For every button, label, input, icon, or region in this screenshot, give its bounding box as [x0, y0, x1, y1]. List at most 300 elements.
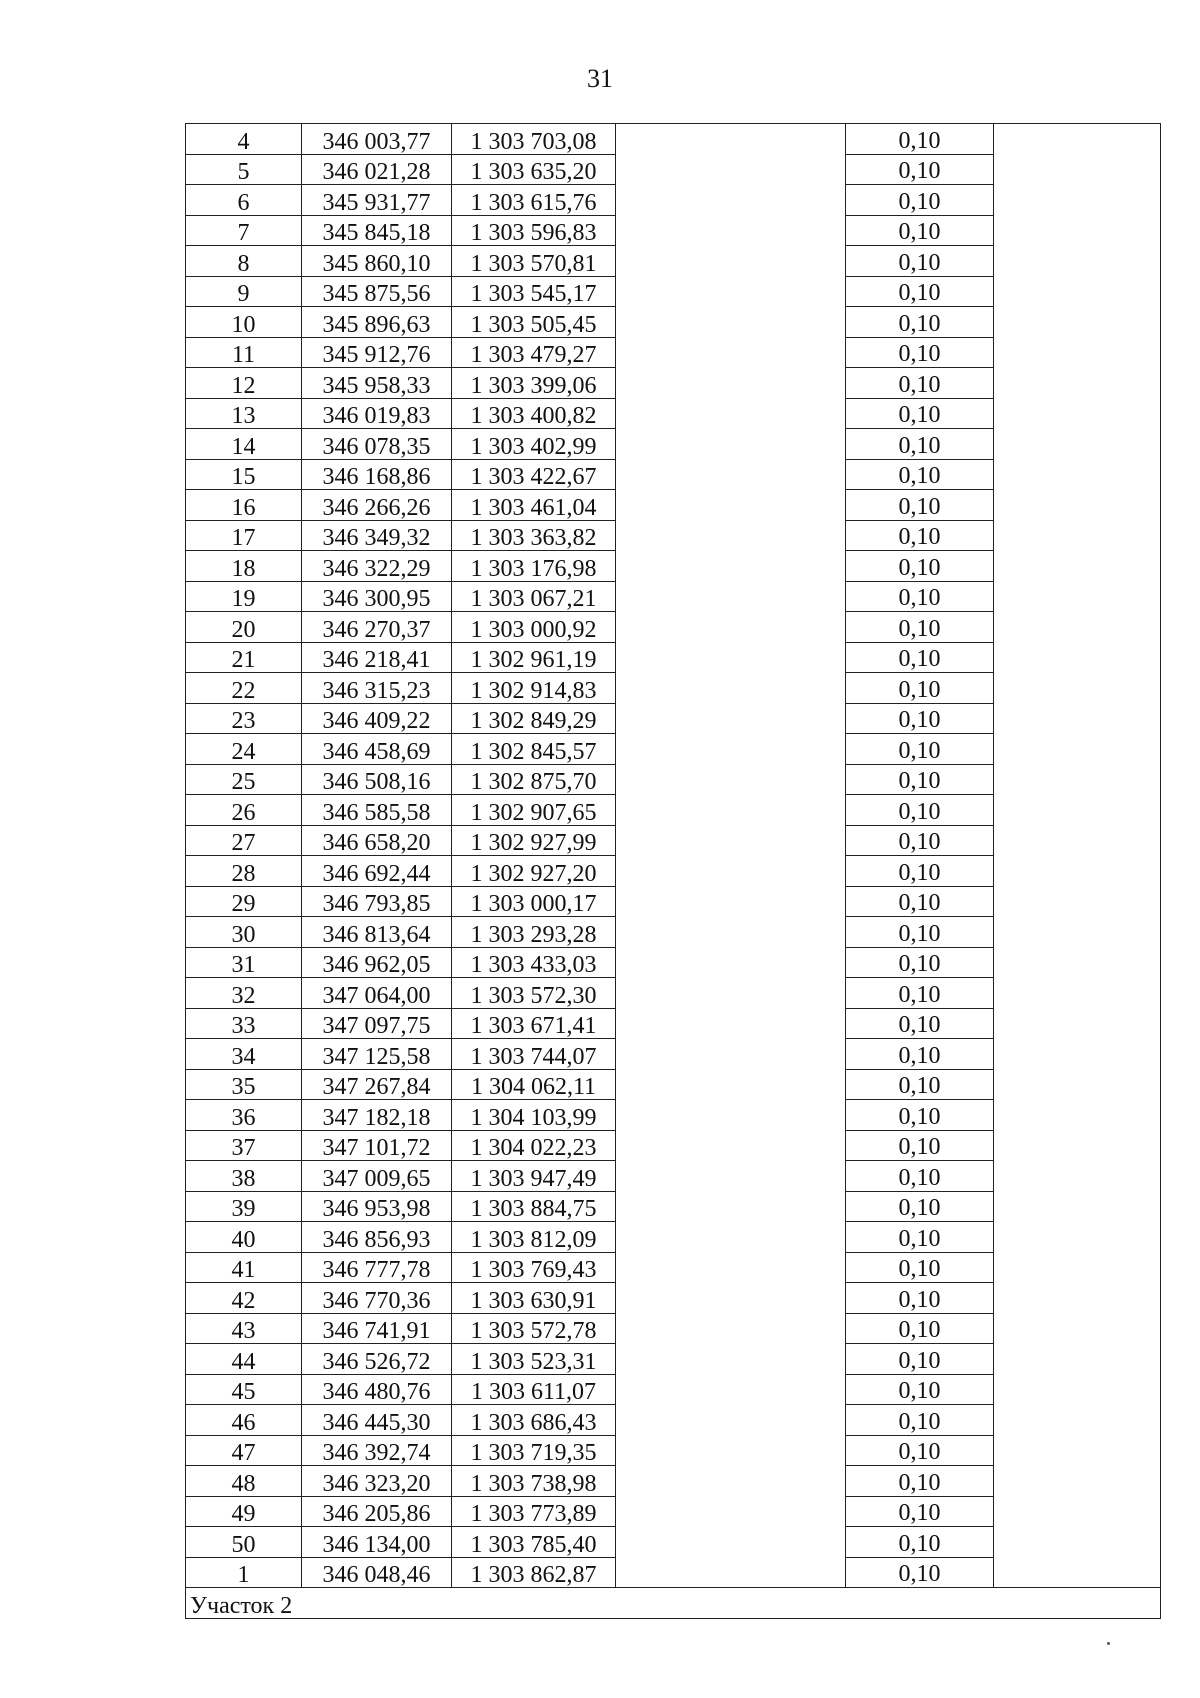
coord-y-cell: 1 302 875,70 [452, 764, 616, 795]
table-row [186, 337, 1161, 368]
coord-x-cell: 346 585,58 [302, 795, 452, 826]
empty-column-cell [616, 368, 846, 399]
accuracy-value-cell: 0,10 [846, 856, 994, 887]
trailing-empty-cell [994, 947, 1161, 978]
empty-column-cell [616, 1374, 846, 1405]
trailing-empty-cell [994, 1313, 1161, 1344]
coord-y-cell: 1 303 293,28 [452, 917, 616, 948]
point-number-cell: 31 [186, 947, 302, 978]
trailing-empty-cell [994, 1496, 1161, 1527]
table-row [186, 1191, 1161, 1222]
accuracy-value-cell: 0,10 [846, 1374, 994, 1405]
table-row [186, 1161, 1161, 1192]
point-number-cell: 38 [186, 1161, 302, 1192]
coord-y-cell: 1 303 422,67 [452, 459, 616, 490]
accuracy-value-cell: 0,10 [846, 642, 994, 673]
accuracy-value-cell: 0,10 [846, 917, 994, 948]
trailing-empty-cell [994, 1344, 1161, 1375]
empty-column-cell [616, 1557, 846, 1588]
trailing-empty-cell [994, 581, 1161, 612]
coord-y-cell: 1 303 611,07 [452, 1374, 616, 1405]
empty-column-cell [616, 612, 846, 643]
trailing-empty-cell [994, 978, 1161, 1009]
accuracy-value-cell: 0,10 [846, 1100, 994, 1131]
coord-y-cell: 1 303 000,92 [452, 612, 616, 643]
point-number-cell: 37 [186, 1130, 302, 1161]
accuracy-value-cell: 0,10 [846, 1039, 994, 1070]
accuracy-value-cell: 0,10 [846, 1466, 994, 1497]
coord-y-cell: 1 303 738,98 [452, 1466, 616, 1497]
table-row [186, 734, 1161, 765]
empty-column-cell [616, 1222, 846, 1253]
trailing-empty-cell [994, 642, 1161, 673]
coord-x-cell: 346 134,00 [302, 1527, 452, 1558]
point-number-cell: 43 [186, 1313, 302, 1344]
coord-y-cell: 1 303 703,08 [452, 124, 616, 155]
accuracy-value-cell: 0,10 [846, 703, 994, 734]
trailing-empty-cell [994, 1405, 1161, 1436]
coord-y-cell: 1 303 744,07 [452, 1039, 616, 1070]
trailing-empty-cell [994, 1191, 1161, 1222]
coord-x-cell: 346 770,36 [302, 1283, 452, 1314]
trailing-empty-cell [994, 337, 1161, 368]
table-row [186, 581, 1161, 612]
table-row [186, 1100, 1161, 1131]
trailing-empty-cell [994, 1222, 1161, 1253]
coord-y-cell: 1 304 062,11 [452, 1069, 616, 1100]
empty-column-cell [616, 1496, 846, 1527]
trailing-empty-cell [994, 825, 1161, 856]
accuracy-value-cell: 0,10 [846, 1313, 994, 1344]
accuracy-value-cell: 0,10 [846, 734, 994, 765]
coord-y-cell: 1 303 523,31 [452, 1344, 616, 1375]
coord-y-cell: 1 302 845,57 [452, 734, 616, 765]
coord-x-cell: 346 445,30 [302, 1405, 452, 1436]
accuracy-value-cell: 0,10 [846, 246, 994, 277]
accuracy-value-cell: 0,10 [846, 825, 994, 856]
trailing-empty-cell [994, 917, 1161, 948]
accuracy-value-cell: 0,10 [846, 551, 994, 582]
table-row [186, 1374, 1161, 1405]
coord-y-cell: 1 302 907,65 [452, 795, 616, 826]
empty-column-cell [616, 1435, 846, 1466]
empty-column-cell [616, 978, 846, 1009]
point-number-cell: 9 [186, 276, 302, 307]
point-number-cell: 21 [186, 642, 302, 673]
empty-column-cell [616, 1344, 846, 1375]
point-number-cell: 28 [186, 856, 302, 887]
accuracy-value-cell: 0,10 [846, 520, 994, 551]
table-row [186, 1130, 1161, 1161]
trailing-empty-cell [994, 185, 1161, 216]
point-number-cell: 20 [186, 612, 302, 643]
coord-y-cell: 1 303 461,04 [452, 490, 616, 521]
empty-column-cell [616, 429, 846, 460]
coord-x-cell: 347 267,84 [302, 1069, 452, 1100]
empty-column-cell [616, 490, 846, 521]
point-number-cell: 41 [186, 1252, 302, 1283]
coord-y-cell: 1 303 671,41 [452, 1008, 616, 1039]
trailing-empty-cell [994, 368, 1161, 399]
table-row [186, 520, 1161, 551]
point-number-cell: 24 [186, 734, 302, 765]
accuracy-value-cell: 0,10 [846, 490, 994, 521]
coord-x-cell: 346 962,05 [302, 947, 452, 978]
accuracy-value-cell: 0,10 [846, 1069, 994, 1100]
coord-y-cell: 1 304 103,99 [452, 1100, 616, 1131]
coord-x-cell: 346 813,64 [302, 917, 452, 948]
empty-column-cell [616, 215, 846, 246]
accuracy-value-cell: 0,10 [846, 1130, 994, 1161]
coord-x-cell: 346 856,93 [302, 1222, 452, 1253]
coord-x-cell: 347 064,00 [302, 978, 452, 1009]
table-row [186, 490, 1161, 521]
empty-column-cell [616, 1252, 846, 1283]
coord-x-cell: 346 218,41 [302, 642, 452, 673]
point-number-cell: 15 [186, 459, 302, 490]
trailing-empty-cell [994, 520, 1161, 551]
point-number-cell: 22 [186, 673, 302, 704]
point-number-cell: 34 [186, 1039, 302, 1070]
empty-column-cell [616, 886, 846, 917]
coord-y-cell: 1 304 022,23 [452, 1130, 616, 1161]
table-row [186, 1252, 1161, 1283]
point-number-cell: 8 [186, 246, 302, 277]
empty-column-cell [616, 246, 846, 277]
coord-y-cell: 1 303 176,98 [452, 551, 616, 582]
accuracy-value-cell: 0,10 [846, 154, 994, 185]
empty-column-cell [616, 673, 846, 704]
accuracy-value-cell: 0,10 [846, 124, 994, 155]
table-row [186, 368, 1161, 399]
coord-y-cell: 1 303 947,49 [452, 1161, 616, 1192]
trailing-empty-cell [994, 124, 1161, 155]
empty-column-cell [616, 734, 846, 765]
accuracy-value-cell: 0,10 [846, 673, 994, 704]
empty-column-cell [616, 276, 846, 307]
accuracy-value-cell: 0,10 [846, 1161, 994, 1192]
coord-x-cell: 345 875,56 [302, 276, 452, 307]
empty-column-cell [616, 917, 846, 948]
table-row [186, 1496, 1161, 1527]
coord-y-cell: 1 303 769,43 [452, 1252, 616, 1283]
point-number-cell: 45 [186, 1374, 302, 1405]
coordinates-table-body [186, 124, 1161, 1619]
coord-x-cell: 346 270,37 [302, 612, 452, 643]
point-number-cell: 17 [186, 520, 302, 551]
empty-column-cell [616, 1313, 846, 1344]
empty-column-cell [616, 1405, 846, 1436]
accuracy-value-cell: 0,10 [846, 215, 994, 246]
coord-y-cell: 1 303 615,76 [452, 185, 616, 216]
accuracy-value-cell: 0,10 [846, 368, 994, 399]
coord-y-cell: 1 302 914,83 [452, 673, 616, 704]
table-row [186, 1313, 1161, 1344]
coord-y-cell: 1 303 719,35 [452, 1435, 616, 1466]
coord-y-cell: 1 302 961,19 [452, 642, 616, 673]
trailing-empty-cell [994, 215, 1161, 246]
accuracy-value-cell: 0,10 [846, 612, 994, 643]
coord-x-cell: 346 777,78 [302, 1252, 452, 1283]
point-number-cell: 36 [186, 1100, 302, 1131]
point-number-cell: 1 [186, 1557, 302, 1588]
coord-y-cell: 1 303 479,27 [452, 337, 616, 368]
point-number-cell: 13 [186, 398, 302, 429]
trailing-empty-cell [994, 1374, 1161, 1405]
coord-x-cell: 346 019,83 [302, 398, 452, 429]
accuracy-value-cell: 0,10 [846, 276, 994, 307]
empty-column-cell [616, 185, 846, 216]
trailing-empty-cell [994, 246, 1161, 277]
table-row [186, 703, 1161, 734]
table-row [186, 154, 1161, 185]
accuracy-value-cell: 0,10 [846, 307, 994, 338]
trailing-empty-cell [994, 398, 1161, 429]
point-number-cell: 32 [186, 978, 302, 1009]
trailing-empty-cell [994, 1161, 1161, 1192]
coordinates-table [185, 123, 1161, 1619]
coord-x-cell: 346 048,46 [302, 1557, 452, 1588]
coord-x-cell: 346 793,85 [302, 886, 452, 917]
table-row [186, 886, 1161, 917]
coord-y-cell: 1 303 570,81 [452, 246, 616, 277]
trailing-empty-cell [994, 795, 1161, 826]
point-number-cell: 40 [186, 1222, 302, 1253]
accuracy-value-cell: 0,10 [846, 1435, 994, 1466]
coord-y-cell: 1 303 000,17 [452, 886, 616, 917]
table-row [186, 1527, 1161, 1558]
table-row [186, 795, 1161, 826]
accuracy-value-cell: 0,10 [846, 1344, 994, 1375]
coord-x-cell: 346 741,91 [302, 1313, 452, 1344]
empty-column-cell [616, 1039, 846, 1070]
point-number-cell: 33 [186, 1008, 302, 1039]
point-number-cell: 11 [186, 337, 302, 368]
coord-x-cell: 346 315,23 [302, 673, 452, 704]
coord-y-cell: 1 303 545,17 [452, 276, 616, 307]
coord-x-cell: 346 322,29 [302, 551, 452, 582]
empty-column-cell [616, 947, 846, 978]
coord-x-cell: 346 021,28 [302, 154, 452, 185]
table-row [186, 1466, 1161, 1497]
table-row [186, 215, 1161, 246]
table-row [186, 917, 1161, 948]
point-number-cell: 18 [186, 551, 302, 582]
coord-y-cell: 1 303 402,99 [452, 429, 616, 460]
point-number-cell: 35 [186, 1069, 302, 1100]
empty-column-cell [616, 124, 846, 155]
section-label: Участок 2 [186, 1588, 1161, 1619]
coord-x-cell: 346 658,20 [302, 825, 452, 856]
coord-y-cell: 1 303 635,20 [452, 154, 616, 185]
empty-column-cell [616, 764, 846, 795]
coord-x-cell: 345 896,63 [302, 307, 452, 338]
empty-column-cell [616, 1161, 846, 1192]
coord-x-cell: 346 526,72 [302, 1344, 452, 1375]
empty-column-cell [616, 1008, 846, 1039]
table-row [186, 673, 1161, 704]
coord-y-cell: 1 303 630,91 [452, 1283, 616, 1314]
point-number-cell: 23 [186, 703, 302, 734]
accuracy-value-cell: 0,10 [846, 1496, 994, 1527]
coord-x-cell: 345 845,18 [302, 215, 452, 246]
empty-column-cell [616, 1130, 846, 1161]
coord-y-cell: 1 302 849,29 [452, 703, 616, 734]
coord-y-cell: 1 302 927,20 [452, 856, 616, 887]
coord-y-cell: 1 303 686,43 [452, 1405, 616, 1436]
trailing-empty-cell [994, 1557, 1161, 1588]
trailing-empty-cell [994, 1130, 1161, 1161]
table-row [186, 124, 1161, 155]
table-row [186, 1435, 1161, 1466]
coord-x-cell: 345 958,33 [302, 368, 452, 399]
point-number-cell: 10 [186, 307, 302, 338]
trailing-empty-cell [994, 703, 1161, 734]
table-row [186, 947, 1161, 978]
trailing-empty-cell [994, 459, 1161, 490]
point-number-cell: 48 [186, 1466, 302, 1497]
scan-artifact-dot [1107, 1642, 1110, 1645]
accuracy-value-cell: 0,10 [846, 1283, 994, 1314]
point-number-cell: 27 [186, 825, 302, 856]
accuracy-value-cell: 0,10 [846, 1557, 994, 1588]
coord-x-cell: 346 392,74 [302, 1435, 452, 1466]
point-number-cell: 30 [186, 917, 302, 948]
coord-x-cell: 346 266,26 [302, 490, 452, 521]
accuracy-value-cell: 0,10 [846, 1405, 994, 1436]
trailing-empty-cell [994, 612, 1161, 643]
table-row [186, 1557, 1161, 1588]
coord-y-cell: 1 303 773,89 [452, 1496, 616, 1527]
coord-x-cell: 346 168,86 [302, 459, 452, 490]
table-row [186, 307, 1161, 338]
trailing-empty-cell [994, 1435, 1161, 1466]
coord-y-cell: 1 303 572,78 [452, 1313, 616, 1344]
trailing-empty-cell [994, 1283, 1161, 1314]
table-row [186, 429, 1161, 460]
table-row [186, 459, 1161, 490]
accuracy-value-cell: 0,10 [846, 1191, 994, 1222]
accuracy-value-cell: 0,10 [846, 886, 994, 917]
trailing-empty-cell [994, 154, 1161, 185]
coord-x-cell: 346 409,22 [302, 703, 452, 734]
accuracy-value-cell: 0,10 [846, 764, 994, 795]
accuracy-value-cell: 0,10 [846, 581, 994, 612]
coord-x-cell: 347 101,72 [302, 1130, 452, 1161]
trailing-empty-cell [994, 1100, 1161, 1131]
table-row [186, 856, 1161, 887]
trailing-empty-cell [994, 886, 1161, 917]
table-row [186, 1039, 1161, 1070]
table-row [186, 764, 1161, 795]
table-row [186, 276, 1161, 307]
trailing-empty-cell [994, 1039, 1161, 1070]
empty-column-cell [616, 154, 846, 185]
empty-column-cell [616, 856, 846, 887]
empty-column-cell [616, 459, 846, 490]
point-number-cell: 26 [186, 795, 302, 826]
table-row [186, 1222, 1161, 1253]
coord-y-cell: 1 302 927,99 [452, 825, 616, 856]
trailing-empty-cell [994, 673, 1161, 704]
empty-column-cell [616, 1069, 846, 1100]
coord-y-cell: 1 303 785,40 [452, 1527, 616, 1558]
table-row [186, 551, 1161, 582]
point-number-cell: 29 [186, 886, 302, 917]
trailing-empty-cell [994, 1466, 1161, 1497]
accuracy-value-cell: 0,10 [846, 398, 994, 429]
table-row [186, 642, 1161, 673]
coord-x-cell: 346 508,16 [302, 764, 452, 795]
coord-x-cell: 346 300,95 [302, 581, 452, 612]
coord-x-cell: 346 458,69 [302, 734, 452, 765]
coord-x-cell: 345 912,76 [302, 337, 452, 368]
table-row [186, 978, 1161, 1009]
trailing-empty-cell [994, 429, 1161, 460]
point-number-cell: 7 [186, 215, 302, 246]
table-row [186, 185, 1161, 216]
accuracy-value-cell: 0,10 [846, 185, 994, 216]
accuracy-value-cell: 0,10 [846, 795, 994, 826]
table-row [186, 1069, 1161, 1100]
coord-x-cell: 347 182,18 [302, 1100, 452, 1131]
point-number-cell: 19 [186, 581, 302, 612]
trailing-empty-cell [994, 764, 1161, 795]
coord-x-cell: 347 125,58 [302, 1039, 452, 1070]
accuracy-value-cell: 0,10 [846, 459, 994, 490]
trailing-empty-cell [994, 490, 1161, 521]
empty-column-cell [616, 825, 846, 856]
coord-y-cell: 1 303 399,06 [452, 368, 616, 399]
point-number-cell: 6 [186, 185, 302, 216]
coord-x-cell: 345 931,77 [302, 185, 452, 216]
empty-column-cell [616, 1283, 846, 1314]
trailing-empty-cell [994, 734, 1161, 765]
point-number-cell: 4 [186, 124, 302, 155]
accuracy-value-cell: 0,10 [846, 1222, 994, 1253]
coord-x-cell: 346 953,98 [302, 1191, 452, 1222]
coord-x-cell: 346 205,86 [302, 1496, 452, 1527]
empty-column-cell [616, 1466, 846, 1497]
point-number-cell: 46 [186, 1405, 302, 1436]
table-row [186, 1405, 1161, 1436]
point-number-cell: 49 [186, 1496, 302, 1527]
point-number-cell: 42 [186, 1283, 302, 1314]
point-number-cell: 47 [186, 1435, 302, 1466]
point-number-cell: 12 [186, 368, 302, 399]
coord-x-cell: 346 349,32 [302, 520, 452, 551]
table-row [186, 825, 1161, 856]
accuracy-value-cell: 0,10 [846, 1008, 994, 1039]
coord-y-cell: 1 303 363,82 [452, 520, 616, 551]
empty-column-cell [616, 1527, 846, 1558]
coord-y-cell: 1 303 884,75 [452, 1191, 616, 1222]
table-row [186, 398, 1161, 429]
empty-column-cell [616, 307, 846, 338]
page-number: 31 [587, 64, 613, 93]
table-row [186, 246, 1161, 277]
empty-column-cell [616, 581, 846, 612]
coord-x-cell: 346 003,77 [302, 124, 452, 155]
coord-x-cell: 346 078,35 [302, 429, 452, 460]
coord-y-cell: 1 303 862,87 [452, 1557, 616, 1588]
point-number-cell: 39 [186, 1191, 302, 1222]
coord-y-cell: 1 303 433,03 [452, 947, 616, 978]
coord-x-cell: 346 480,76 [302, 1374, 452, 1405]
point-number-cell: 16 [186, 490, 302, 521]
accuracy-value-cell: 0,10 [846, 978, 994, 1009]
trailing-empty-cell [994, 1069, 1161, 1100]
